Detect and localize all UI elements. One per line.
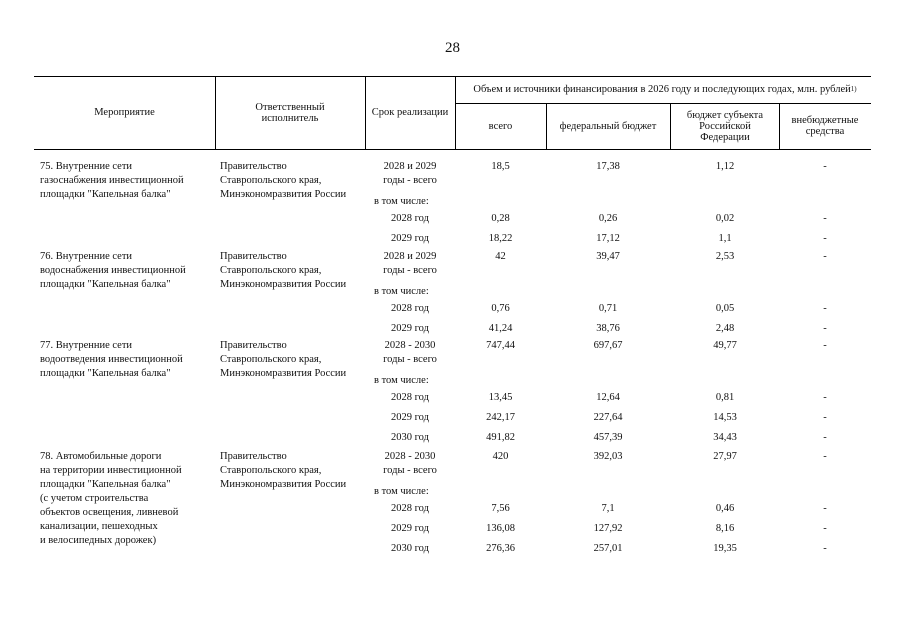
header-executor: Ответственный исполнитель: [255, 101, 325, 124]
value-extra: -: [823, 213, 827, 224]
header-term: Срок реализации: [371, 107, 449, 118]
value-total: 42: [495, 251, 506, 262]
header-divider: [215, 76, 216, 149]
executor-line: Правительство: [220, 251, 287, 262]
value-federal: 38,76: [596, 323, 620, 334]
event-name-line: канализации, пешеходных: [40, 521, 158, 532]
value-extra: -: [823, 340, 827, 351]
value-federal: 127,92: [593, 523, 623, 534]
value-regional: 49,77: [713, 340, 737, 351]
term-line: 2028 и 2029: [383, 251, 437, 262]
term-line: 2028 - 2030: [384, 451, 436, 462]
value-total: 7,56: [491, 503, 510, 514]
header-event: Мероприятие: [94, 107, 155, 118]
including-label: в том числе:: [374, 286, 429, 297]
event-name-line: 76. Внутренние сети: [40, 251, 133, 262]
event-name-line: и велосипедных дорожек): [40, 535, 157, 546]
value-total: 18,5: [491, 161, 510, 172]
value-federal: 17,12: [596, 233, 620, 244]
header-regional: бюджет субъекта Российской Федерации: [686, 109, 764, 143]
header-group-text: Объем и источники финансирования в 2026 году и последующих годах, млн. рублей: [473, 84, 851, 95]
value-total: 13,45: [488, 392, 513, 403]
event-name-line: водоотведения инвестиционной: [40, 354, 183, 365]
executor-line: Правительство: [220, 451, 287, 462]
executor-line: Ставропольского края,: [220, 465, 322, 476]
value-federal: 17,38: [596, 161, 620, 172]
value-extra: -: [823, 432, 827, 443]
executor-line: Ставропольского края,: [220, 175, 322, 186]
value-extra: -: [823, 233, 827, 244]
event-name-line: 77. Внутренние сети: [40, 340, 133, 351]
executor-line: Правительство: [220, 161, 287, 172]
value-extra: -: [823, 451, 827, 462]
year-label: 2029 год: [391, 233, 429, 244]
executor-line: Минэкономразвития России: [220, 368, 347, 379]
value-total: 18,22: [488, 233, 513, 244]
year-label: 2028 год: [391, 392, 429, 403]
event-name-line: 75. Внутренние сети: [40, 161, 133, 172]
value-total: 0,76: [491, 303, 510, 314]
value-federal: 257,01: [593, 543, 623, 554]
executor-line: Минэкономразвития России: [220, 479, 347, 490]
event-name-line: 78. Автомобильные дороги: [40, 451, 162, 462]
value-regional: 14,53: [713, 412, 737, 423]
executor-line: Ставропольского края,: [220, 265, 322, 276]
header-divider: [779, 103, 780, 149]
value-federal: 392,03: [593, 451, 623, 462]
value-total: 136,08: [486, 523, 515, 534]
year-label: 2029 год: [391, 412, 429, 423]
value-federal: 0,71: [598, 303, 618, 314]
footnote-marker: 1): [850, 85, 857, 93]
header-divider: [670, 103, 671, 149]
value-regional: 2,53: [715, 251, 735, 262]
year-label: 2028 год: [391, 503, 429, 514]
value-extra: -: [823, 392, 827, 403]
value-total: 420: [492, 451, 509, 462]
year-label: 2028 год: [391, 213, 429, 224]
term-line: годы - всего: [383, 354, 437, 365]
value-total: 0,28: [491, 213, 510, 224]
event-name-line: водоснабжения инвестиционной: [40, 265, 186, 276]
value-total: 242,17: [486, 412, 515, 423]
value-regional: 2,48: [715, 323, 735, 334]
value-federal: 0,26: [598, 213, 618, 224]
value-extra: -: [823, 543, 827, 554]
value-extra: -: [823, 303, 827, 314]
value-regional: 1,1: [718, 233, 732, 244]
term-line: 2028 - 2030: [384, 340, 436, 351]
term-line: годы - всего: [383, 175, 437, 186]
year-label: 2028 год: [391, 303, 429, 314]
event-name-line: площадки "Капельная балка": [40, 479, 171, 490]
value-federal: 697,67: [593, 340, 623, 351]
value-total: 41,24: [488, 323, 513, 334]
value-extra: -: [823, 523, 827, 534]
event-name-line: на территории инвестиционной: [40, 465, 182, 476]
value-regional: 27,97: [713, 451, 737, 462]
executor-line: Правительство: [220, 340, 287, 351]
value-federal: 7,1: [601, 503, 615, 514]
year-label: 2030 год: [391, 432, 429, 443]
header-federal: федеральный бюджет: [559, 120, 657, 132]
header-total: всего: [488, 120, 513, 132]
value-total: 747,44: [486, 340, 515, 351]
value-extra: -: [823, 251, 827, 262]
event-name-line: площадки "Капельная балка": [40, 189, 171, 200]
header-bottom-rule: [34, 149, 871, 150]
event-name-line: площадки "Капельная балка": [40, 368, 171, 379]
term-line: 2028 и 2029: [383, 161, 437, 172]
value-extra: -: [823, 323, 827, 334]
value-total: 491,82: [486, 432, 515, 443]
executor-line: Ставропольского края,: [220, 354, 322, 365]
header-divider: [365, 76, 366, 149]
value-federal: 457,39: [593, 432, 623, 443]
value-regional: 0,46: [715, 503, 735, 514]
header-extra: внебюджетные средства: [791, 115, 859, 137]
value-regional: 1,12: [715, 161, 735, 172]
value-extra: -: [823, 161, 827, 172]
value-federal: 227,64: [593, 412, 623, 423]
value-extra: -: [823, 503, 827, 514]
value-federal: 39,47: [596, 251, 620, 262]
event-name-line: объектов освещения, ливневой: [40, 507, 179, 518]
year-label: 2029 год: [391, 523, 429, 534]
event-name-line: (с учетом строительства: [40, 493, 149, 504]
value-regional: 19,35: [713, 543, 737, 554]
event-name-line: газоснабжения инвестиционной: [40, 175, 184, 186]
including-label: в том числе:: [374, 196, 429, 207]
including-label: в том числе:: [374, 486, 429, 497]
header-group-title: [470, 76, 860, 103]
term-line: годы - всего: [383, 465, 437, 476]
value-regional: 0,02: [715, 213, 735, 224]
term-line: годы - всего: [383, 265, 437, 276]
value-extra: -: [823, 412, 827, 423]
value-regional: 0,05: [715, 303, 735, 314]
value-regional: 8,16: [715, 523, 735, 534]
event-name-line: площадки "Капельная балка": [40, 279, 171, 290]
value-regional: 0,81: [715, 392, 735, 403]
year-label: 2030 год: [391, 543, 429, 554]
page-number: 28: [445, 40, 460, 56]
executor-line: Минэкономразвития России: [220, 279, 347, 290]
including-label: в том числе:: [374, 375, 429, 386]
value-federal: 12,64: [596, 392, 620, 403]
value-total: 276,36: [486, 543, 515, 554]
value-regional: 34,43: [713, 432, 737, 443]
executor-line: Минэкономразвития России: [220, 189, 347, 200]
year-label: 2029 год: [391, 323, 429, 334]
